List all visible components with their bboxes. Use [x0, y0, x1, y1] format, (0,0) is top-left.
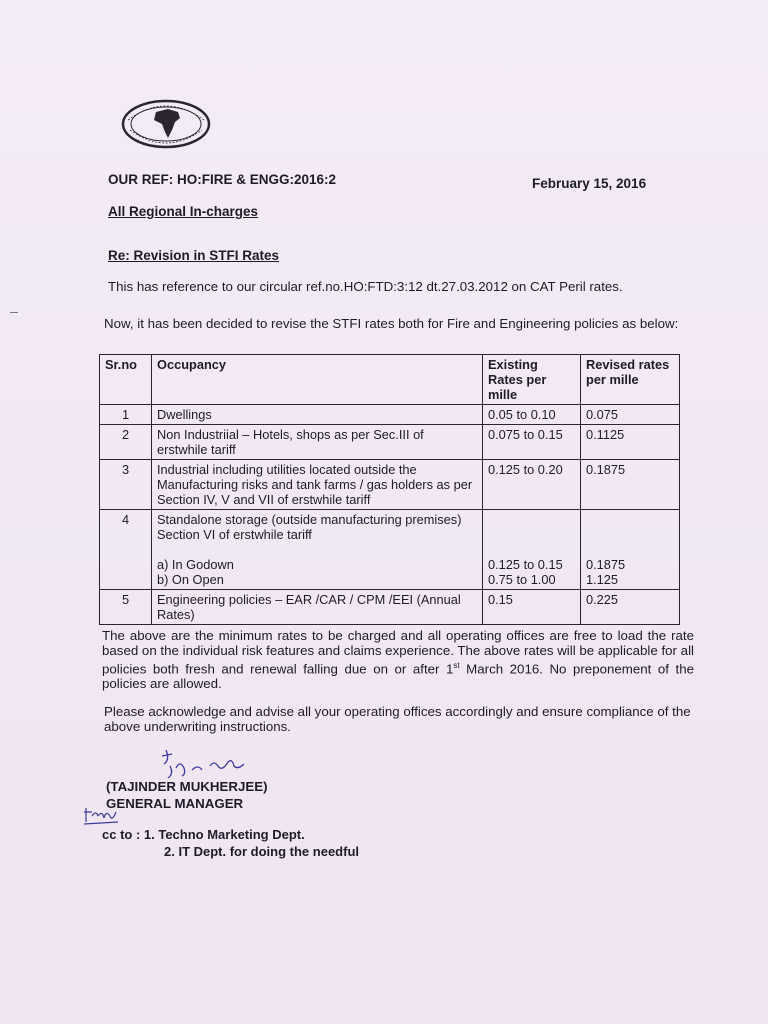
signatory-title: GENERAL MANAGER — [106, 796, 244, 811]
signature — [158, 746, 268, 782]
letter-date: February 15, 2016 — [532, 176, 647, 191]
signatory-block — [106, 778, 268, 812]
acknowledge-paragraph: Please acknowledge and advise all your operating offices accordingly and ensure compliance of the above underwriting instructions. — [104, 704, 691, 734]
row-revised: 0.075 — [581, 405, 680, 425]
table-row — [100, 405, 680, 425]
row-existing: 0.15 — [483, 590, 581, 625]
row-existing: 0.05 to 0.10 — [483, 405, 581, 425]
signatory-name: (TAJINDER MUKHERJEE) — [106, 779, 268, 794]
row-occupancy: Non Industriial – Hotels, shops as per Sec.III of erstwhile tariff — [152, 425, 483, 460]
row-occupancy: Industrial including utilities located outside the Manufacturing risks and tank farms / gas holders as per Section IV, V and VII of erstwhile tariff — [152, 460, 483, 510]
revised-open: 1.125 — [586, 572, 619, 587]
row-revised: 0.1125 — [581, 425, 680, 460]
table-row — [100, 510, 680, 590]
company-logo — [120, 98, 212, 150]
reference-paragraph: This has reference to our circular ref.no.HO:FTD:3:12 dt.27.03.2012 on CAT Peril rates. — [108, 279, 623, 294]
row-sr: 1 — [100, 405, 152, 425]
handwritten-initials — [82, 804, 122, 826]
occupancy-text: Standalone storage (outside manufacturing premises) Section VI of erstwhile tariff — [157, 512, 462, 542]
minimum-rates-paragraph: The above are the minimum rates to be charged and all operating offices are free to load the rate based on the individual risk features and claims experience. The above rates will be applicable for all policies both fresh and renewal falling due on or after 1st March 2016. No preponement of the policies are allowed. — [102, 628, 694, 692]
scan-mark — [10, 312, 18, 313]
row-sr: 5 — [100, 590, 152, 625]
rates-table — [99, 354, 680, 625]
row-revised — [581, 510, 680, 590]
table-row — [100, 590, 680, 625]
table-row — [100, 460, 680, 510]
sub-item-godown: a) In Godown — [157, 557, 234, 572]
row-revised: 0.1875 — [581, 460, 680, 510]
sub-item-open: b) On Open — [157, 572, 224, 587]
cc-item-1: cc to : 1. Techno Marketing Dept. — [102, 827, 305, 842]
row-occupancy — [152, 510, 483, 590]
row-existing: 0.125 to 0.20 — [483, 460, 581, 510]
cc-block — [102, 826, 359, 860]
row-sr: 4 — [100, 510, 152, 590]
header-sr-no: Sr.no — [100, 355, 152, 405]
table-header-row — [100, 355, 680, 405]
our-reference: OUR REF: HO:FIRE & ENGG:2016:2 — [108, 172, 337, 187]
revised-godown: 0.1875 — [586, 557, 626, 572]
row-existing — [483, 510, 581, 590]
table-row — [100, 425, 680, 460]
row-sr: 2 — [100, 425, 152, 460]
row-sr: 3 — [100, 460, 152, 510]
existing-godown: 0.125 to 0.15 — [488, 557, 563, 572]
row-occupancy: Engineering policies – EAR /CAR / CPM /EEI (Annual Rates) — [152, 590, 483, 625]
row-existing: 0.075 to 0.15 — [483, 425, 581, 460]
existing-open: 0.75 to 1.00 — [488, 572, 556, 587]
decision-paragraph: Now, it has been decided to revise the STFI rates both for Fire and Engineering policies as below: — [104, 316, 679, 331]
row-revised: 0.225 — [581, 590, 680, 625]
cc-item-2: 2. IT Dept. for doing the needful — [164, 844, 359, 859]
row-occupancy: Dwellings — [152, 405, 483, 425]
header-existing-rates: Existing Rates per mille — [483, 355, 581, 405]
subject-line: Re: Revision in STFI Rates — [108, 248, 280, 263]
header-revised-rates: Revised rates per mille — [581, 355, 680, 405]
header-occupancy: Occupancy — [152, 355, 483, 405]
addressee: All Regional In-charges — [108, 204, 259, 219]
